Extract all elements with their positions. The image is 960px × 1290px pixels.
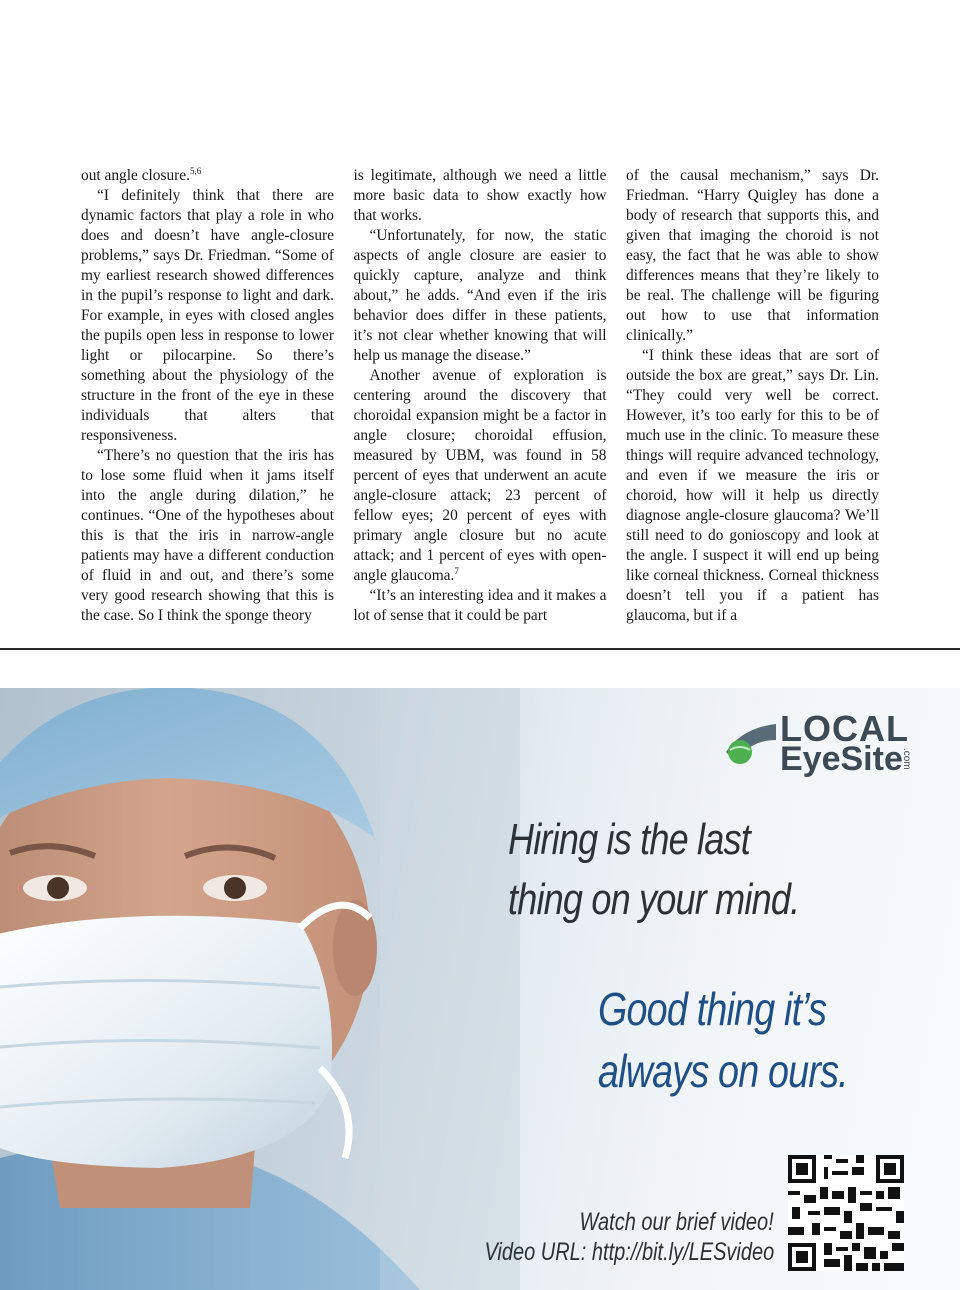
globe-road-icon (722, 722, 778, 766)
article-column-3 (626, 166, 879, 632)
ad-headline-line: Hiring is the last (508, 815, 750, 864)
citation-superscript: 5,6 (189, 166, 202, 176)
paragraph-text: Another avenue of exploration is centering around the discovery that choroidal expansion might be a factor in angle closure; choroidal effusion, measured by UBM, was found in 58 percent of eyes that underwent an acute angle-closure attack; 23 percent of fellow eyes; 20 percent of eyes with primary angle closure but no acute attack; and 1 percent of eyes with open-angle glaucoma. (353, 367, 607, 584)
paragraph: “It’s an interesting idea and it makes a lot of sense that it could be part (353, 587, 607, 624)
ad-subhead-line: Good thing it’s (598, 983, 827, 1035)
article-body (81, 166, 879, 632)
article-column-2 (354, 166, 607, 632)
qr-code-icon[interactable] (788, 1155, 904, 1271)
paragraph-text: out angle closure. (81, 167, 190, 184)
paragraph (81, 166, 334, 186)
logo-text-eyesite: EyeSite (780, 740, 903, 778)
paragraph: “There’s no question that the iris has to lose some fluid when it jams itself into the angle during dilation,” he continues. “One of the hypotheses about this is that the iris in narrow-angle patients may have a different conduction of fluid in and out, and there’s some very good research showing that this is the case. So I think the sponge theory (81, 447, 334, 624)
article-column-1 (81, 166, 334, 632)
ad-headline-line: thing on your mind. (508, 875, 800, 924)
local-eyesite-logo (722, 708, 932, 778)
paragraph: “I definitely think that there are dynamic factors that play a role in who does and doesn’t have angle-closure problems,” says Dr. Friedman. “Some of my earliest research showed differences in the pupil’s response to light and dark. For example, in eyes with closed angles the pupils open less in response to lower light or pilocarpine. So there’s something about the physiology of the structure in the front of the eye in these individuals that alters that responsiveness. (81, 187, 334, 444)
section-divider (0, 648, 960, 650)
ad-headline (508, 810, 799, 930)
logo-text-com: .com (901, 748, 912, 770)
logo-text-local: LOCAL (780, 708, 909, 749)
video-url-link[interactable]: Video URL: http://bit.ly/LESvideo (484, 1238, 774, 1266)
watch-video-text: Watch our brief video! (579, 1208, 774, 1236)
paragraph: is legitimate, although we need a little more basic data to show exactly how that works. (353, 167, 607, 224)
paragraph (354, 366, 607, 586)
paragraph: “I think these ideas that are sort of outside the box are great,” says Dr. Lin. “They could very well be correct. However, it’s too early for this to be of much use in the clinic. To measure these things will require advanced technology, and even if we measure the iris or choroid, how will it help us directly diagnose angle-closure glaucoma? We’ll still need to do gonioscopy and look at the angle. I suspect it will end up being like corneal thickness. Corneal thickness doesn’t tell you if a patient has glaucoma, but if a (626, 347, 879, 624)
advertisement[interactable] (0, 688, 960, 1290)
paragraph: of the causal mechanism,” says Dr. Friedman. “Harry Quigley has done a body of research that supports this, and given that imaging the choroid is not easy, the fact that he was able to show differences means that they’re likely to be real. The challenge will be figuring out how to use that information clinically.” (626, 167, 879, 344)
surgeon-photo (0, 688, 520, 1290)
ad-subhead (598, 978, 848, 1102)
citation-superscript: 7 (454, 565, 459, 576)
paragraph: “Unfortunately, for now, the static aspects of angle closure are easier to quickly capture, analyze and think about,” he adds. “And even if the iris behavior does differ in these patients, it’s not clear whether knowing that will help us manage the disease.” (353, 227, 607, 364)
ad-subhead-line: always on ours. (598, 1045, 848, 1097)
